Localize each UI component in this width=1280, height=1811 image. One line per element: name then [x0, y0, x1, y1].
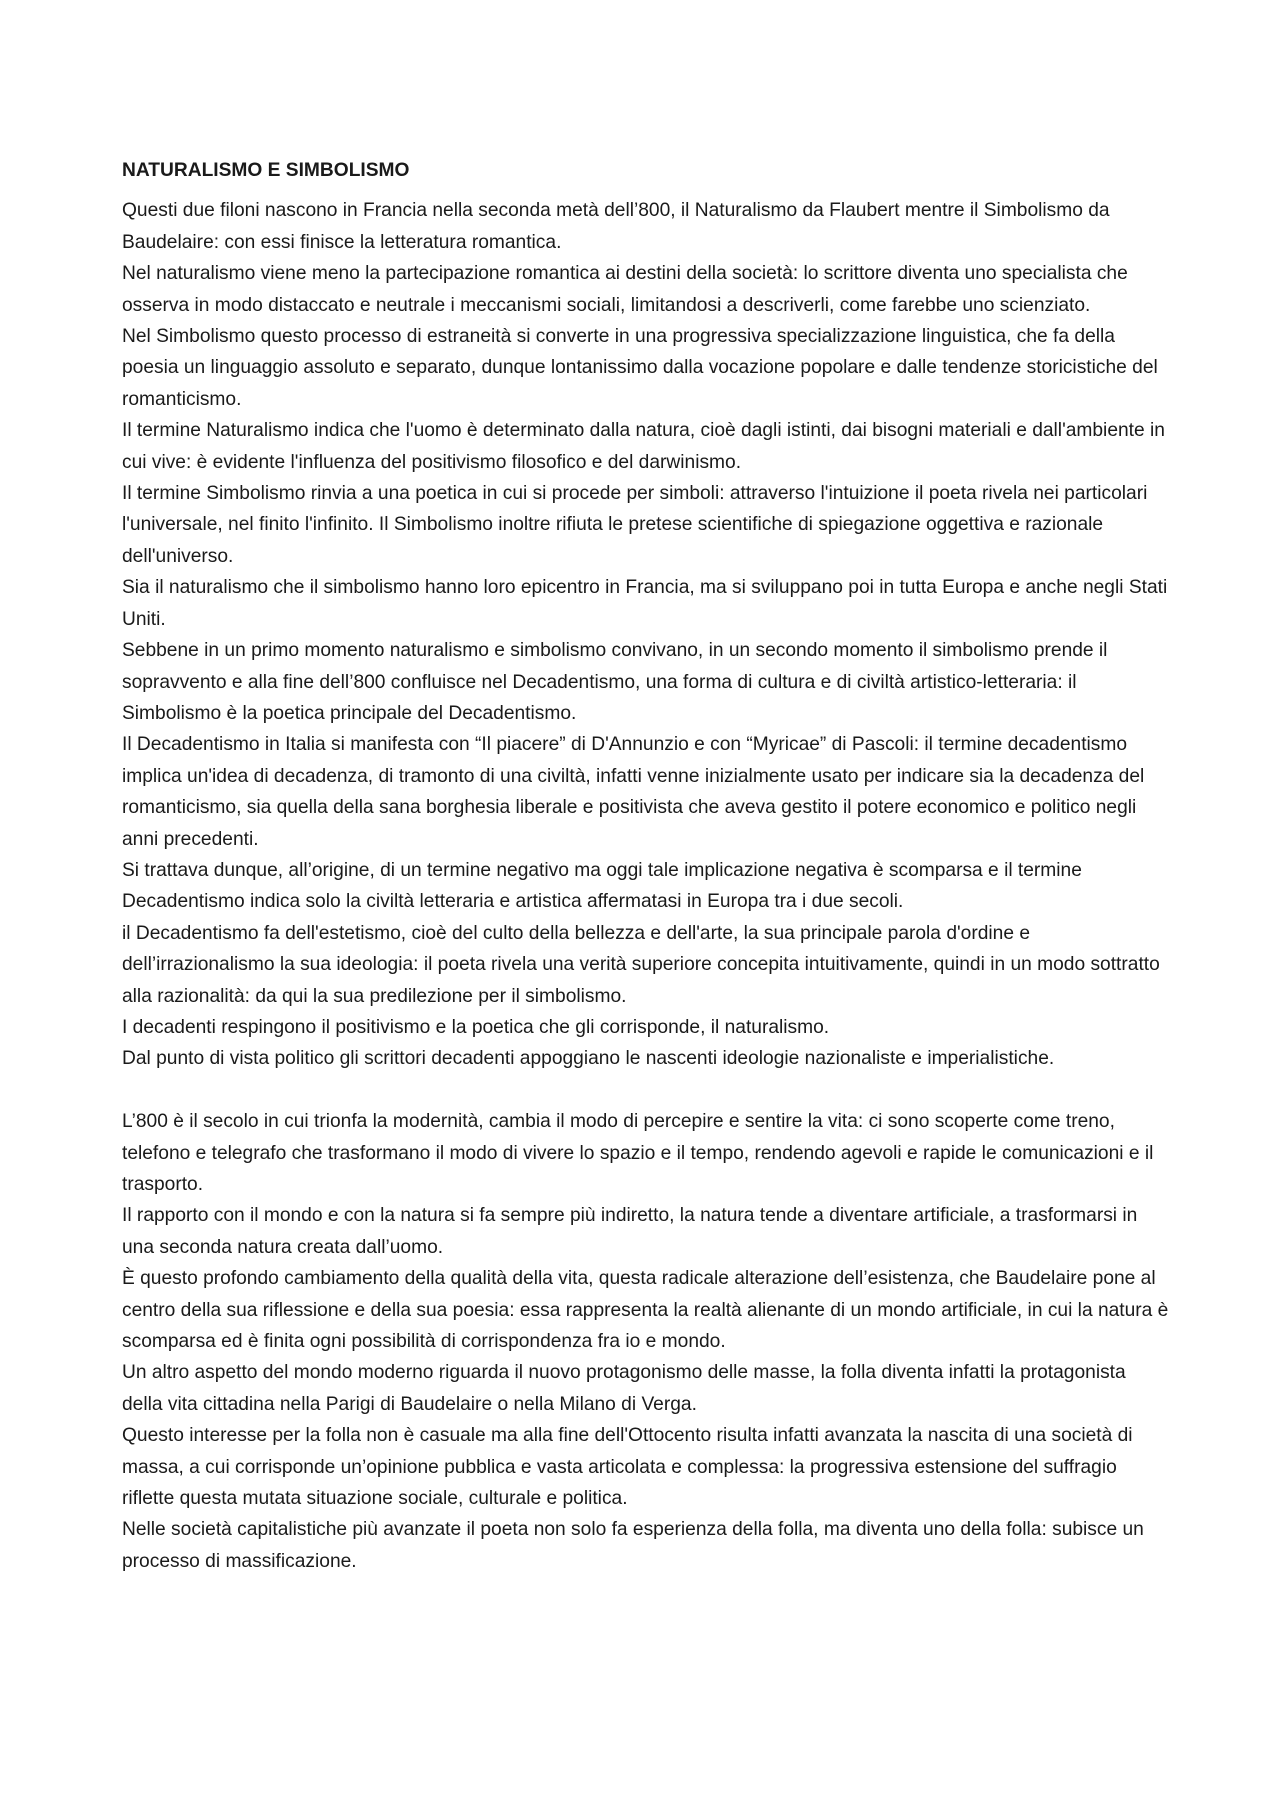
paragraph: Sia il naturalismo che il simbolismo hanno loro epicentro in Francia, ma si sviluppano poi in tutta Europa e anche negli Stati Uniti.: [122, 577, 1168, 630]
paragraph: I decadenti respingono il positivismo e la poetica che gli corrisponde, il naturalismo.: [122, 1016, 830, 1038]
paragraph: Nel Simbolismo questo processo di estraneità si converte in una progressiva specializzazione linguistica, che fa della poesia un linguaggio assoluto e separato, dunque lontanissimo dalla vocazione popolare e dalle tendenze storicistiche del romanticismo.: [122, 326, 1158, 410]
paragraph: Il rapporto con il mondo e con la natura si fa sempre più indiretto, la natura tende a diventare artificiale, a trasformarsi in una seconda natura creata dall’uomo.: [122, 1205, 1138, 1258]
paragraph: Dal punto di vista politico gli scrittori decadenti appoggiano le nascenti ideologie nazionaliste e imperialistiche.: [122, 1048, 1055, 1070]
paragraph: Nelle società capitalistiche più avanzate il poeta non solo fa esperienza della folla, ma diventa uno della folla: subisce un processo di massificazione.: [122, 1519, 1144, 1572]
paragraph-gap: [122, 1075, 1170, 1106]
paragraph: Questi due filoni nascono in Francia nella seconda metà dell’800, il Naturalismo da Flaubert mentre il Simbolismo da Baudelaire: con essi finisce la letteratura romantica.: [122, 200, 1110, 253]
paragraph: Il Decadentismo in Italia si manifesta con “Il piacere” di D'Annunzio e con “Myricae” di Pascoli: il termine decadentismo implica un'idea di decadenza, di tramonto di una civiltà, infatti venne inizialmente usato per indicare sia la decadenza del romanticismo, sia quella della sana borghesia liberale e positivista che aveva gestito il potere economico e politico negli anni precedenti.: [122, 734, 1145, 850]
paragraph: Nel naturalismo viene meno la partecipazione romantica ai destini della società: lo scrittore diventa uno specialista che osserva in modo distaccato e neutrale i meccanismi sociali, limitandosi a descriverli, come farebbe uno scienziato.: [122, 263, 1128, 316]
paragraph: Si trattava dunque, all’origine, di un termine negativo ma oggi tale implicazione negativa è scomparsa e il termine Decadentismo indica solo la civiltà letteraria e artistica affermatasi in Europa tra i due secoli.: [122, 859, 1082, 913]
paragraph: Il termine Naturalismo indica che l'uomo è determinato dalla natura, cioè dagli istinti, dai bisogni materiali e dall'ambiente in cui vive: è evidente l'influenza del positivismo filosofico e del darwinismo.: [122, 420, 1165, 473]
paragraph: Il termine Simbolismo rinvia a una poetica in cui si procede per simboli: attraverso l'intuizione il poeta rivela nei particolari l'universale, nel finito l'infinito. Il Simbolismo inoltre rifiuta le pretese scientifiche di spiegazione oggettiva e razionale dell'universo.: [122, 483, 1148, 567]
section-naturalismo-simbolismo: [122, 195, 1170, 1074]
document-title: NATURALISMO E SIMBOLISMO: [122, 160, 410, 181]
section-modernita: [122, 1106, 1170, 1577]
paragraph: il Decadentismo fa dell'estetismo, cioè del culto della bellezza e dell'arte, la sua principale parola d'ordine e dell’irrazionalismo la sua ideologia: il poeta rivela una verità superiore concepita intuitivamente, quindi in un modo sottratto alla razionalità: da qui la sua predilezione per il simbolismo.: [122, 922, 1160, 1007]
paragraph: È questo profondo cambiamento della qualità della vita, questa radicale alterazione dell’esistenza, che Baudelaire pone al centro della sua riflessione e della sua poesia: essa rappresenta la realtà alienante di un mondo artificiale, in cui la natura è scomparsa ed è finita ogni possibilità di corrispondenza fra io e mondo.: [122, 1268, 1169, 1353]
paragraph: Un altro aspetto del mondo moderno riguarda il nuovo protagonismo delle masse, la folla diventa infatti la protagonista della vita cittadina nella Parigi di Baudelaire o nella Milano di Verga.: [122, 1362, 1126, 1415]
paragraph: Sebbene in un primo momento naturalismo e simbolismo convivano, in un secondo momento il simbolismo prende il sopravvento e alla fine dell’800 confluisce nel Decadentismo, una forma di cultura e di civiltà artistico-letteraria: il Simbolismo è la poetica principale del Decadentismo.: [122, 640, 1108, 724]
paragraph: Questo interesse per la folla non è casuale ma alla fine dell'Ottocento risulta infatti avanzata la nascita di una società di massa, a cui corrisponde un’opinione pubblica e vasta articolata e complessa: la progressiva estensione del suffragio riflette questa mutata situazione sociale, culturale e politica.: [122, 1425, 1133, 1510]
document-body: [122, 155, 1170, 1577]
paragraph: L’800 è il secolo in cui trionfa la modernità, cambia il modo di percepire e sentire la vita: ci sono scoperte come treno, telefono e telegrafo che trasformano il modo di vivere lo spazio e il tempo, rendendo agevoli e rapide le comunicazioni e il trasporto.: [122, 1111, 1154, 1195]
